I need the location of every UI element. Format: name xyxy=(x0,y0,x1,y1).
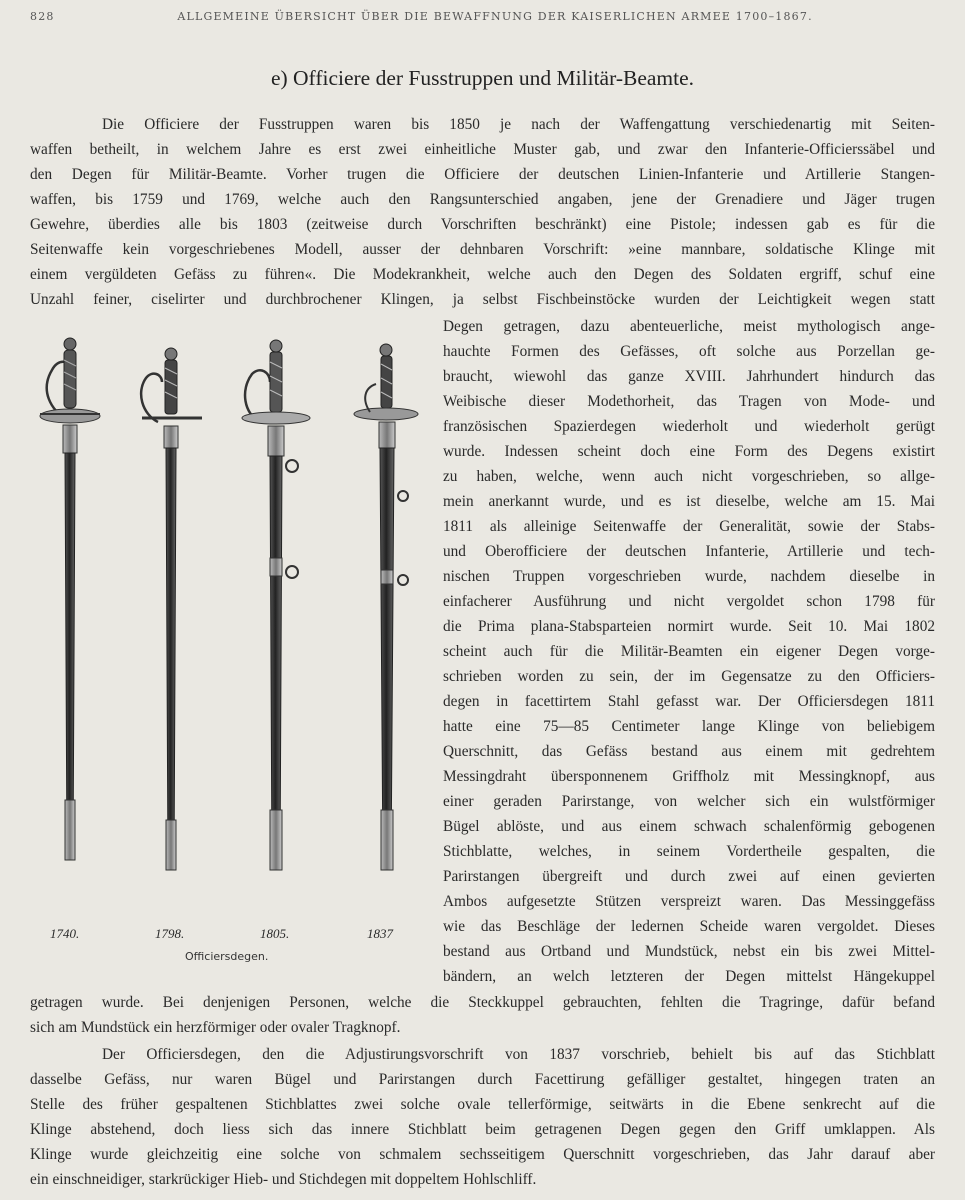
text-line: ein einschneidiger, starkrückiger Hieb- und Stichdegen mit doppeltem Hohlschliff. xyxy=(30,1171,537,1188)
section-title: e) Officiere der Fusstruppen und Militär-Beamte. xyxy=(270,66,695,90)
running-title: ALLGEMEINE ÜBERSICHT ÜBER DIE BEWAFFNUNG DER KAISERLICHEN ARMEE 1700–1867. xyxy=(177,10,813,23)
text-line: einfacherer Ausführung und nicht vergoldet schon 1798 für xyxy=(443,593,935,610)
text-line: scheint auch für die Militär-Beamten ein eigener Degen vorge- xyxy=(443,643,935,660)
text-line: wurde. Indessen scheint doch eine Form des Degens existirt xyxy=(443,443,935,460)
text-line: getragen wurde. Bei denjenigen Personen, welche die Steckkuppel gebrauchten, fehlten die Tragringe, dafür befand xyxy=(30,994,935,1011)
year-label-1805: 1805. xyxy=(260,926,290,941)
text-line: Weibische dieser Modethorheit, das Tragen von Mode- und xyxy=(443,393,935,410)
year-label-1798: 1798. xyxy=(155,926,185,941)
running-header xyxy=(30,10,813,23)
text-line: einer geraden Parirstange, von welcher sich ein wulstförmiger xyxy=(443,793,935,810)
text-line: Messingdraht übersponnenem Griffholz mit Messingknopf, aus xyxy=(443,768,935,785)
text-line: 1811 als alleinige Seitenwaffe der Generalität, sowie der Stabs- xyxy=(443,518,935,535)
figure-caption: Officiersdegen. xyxy=(185,950,269,963)
sword-1837 xyxy=(354,344,418,870)
text-line: sich am Mundstück ein herzförmiger oder ovaler Tragknopf. xyxy=(30,1019,401,1036)
text-line: Ambos aufgesetzte Stützen verspreizt waren. Das Messinggefäss xyxy=(443,893,935,910)
text-line: schrieben worden zu sein, der im Gegensatze zu den Officiers- xyxy=(443,668,935,685)
text-line: nischen Truppen vorgeschrieben wurde, nachdem dieselbe in xyxy=(443,568,935,585)
text-line: dasselbe Gefäss, nur waren Bügel und Parirstangen durch Facettirung gefälliger gestaltet, hingegen traten an xyxy=(30,1071,935,1088)
text-line: bändern, an welch letzteren der Degen mittelst Hängekuppel xyxy=(443,968,935,985)
text-line: Stelle des früher gespaltenen Stichblattes zwei solche ovale tellerförmige, seitwärts in die Ebene senkrecht auf die xyxy=(30,1096,935,1113)
sword-1798 xyxy=(141,348,202,870)
sword-1805 xyxy=(242,340,310,870)
text-line: hatte eine 75—85 Centimeter lange Klinge von beliebigem xyxy=(443,718,935,735)
text-line: bestand aus Ortband und Mundstück, nebst ein bis zwei Mittel- xyxy=(443,943,935,960)
text-line: braucht, wiewohl das ganze XVIII. Jahrhundert hindurch das xyxy=(443,368,935,385)
sword-1740 xyxy=(40,338,100,860)
text-line: französischen Spazierdegen wiederholt und wiederholt gerügt xyxy=(443,418,935,435)
text-line: Klinge wurde gleichzeitig eine solche von schmalem sechsseitigem Querschnitt vorgeschrieben, das Jahr darauf aber xyxy=(30,1146,935,1163)
swords-illustration xyxy=(30,330,430,930)
text-line: Parirstangen übergreift und durch zwei auf einen gevierten xyxy=(443,868,935,885)
text-line: Die Officiere der Fusstruppen waren bis 1850 je nach der Waffengattung verschiedenartig mit Seiten- xyxy=(102,116,935,133)
text-line: die Prima plana-Stabsparteien normirt wurde. Seit 10. Mai 1802 xyxy=(443,618,935,635)
text-line: Stichblatte, welches, in seinem Vordertheile gespalten, die xyxy=(443,843,935,860)
text-line: Querschnitt, das Gefäss bestand aus einem mit gedrehtem xyxy=(443,743,935,760)
text-line: degen in facettirtem Stahl gefasst war. Der Officiersdegen 1811 xyxy=(443,693,935,710)
text-line: waffen, bis 1759 und 1769, welche auch den Rangsunterschied angaben, jene der Grenadiere und Jäger trugen xyxy=(30,191,935,208)
text-line: Bügel ablöste, und aus einem schwach schalenförmig gebogenen xyxy=(443,818,935,835)
text-line: Klinge abstehend, doch liess sich das innere Stichblatt beim getragenen Degen gegen den Griff umklappen. Als xyxy=(30,1121,935,1138)
text-line: mein anerkannt wurde, und es ist dieselbe, welche am 15. Mai xyxy=(443,493,935,510)
text-line: einem vergüldeten Gefäss zu führen«. Die Modekrankheit, welche auch den Degen des Soldaten ergriff, schuf eine xyxy=(30,266,935,283)
page-number: 828 xyxy=(30,10,55,23)
text-line: Der Officiersdegen, den die Adjustirungsvorschrift von 1837 vorschrieb, behielt bis auf das Stichblatt xyxy=(102,1046,935,1063)
text-line: Degen getragen, dazu abenteuerliche, meist mythologisch ange- xyxy=(443,318,935,335)
year-label-1837: 1837 xyxy=(367,926,393,941)
text-line: Seitenwaffe kein vorgeschriebenes Modell, ausser der dehnbaren Vorschrift: »eine mannbare, soldatische Klinge mit xyxy=(30,241,935,258)
text-line: Gewehre, überdies alle bis 1803 (zeitweise durch Vorschriften beschränkt) eine Pistole; indessen gab es für die xyxy=(30,216,935,233)
year-label-1740: 1740. xyxy=(50,926,80,941)
swords-figure xyxy=(30,330,430,970)
text-line: waffen betheilt, in welchem Jahre es erst zwei einheitliche Muster gab, und zwar den Infanterie-Officierssäbel und xyxy=(30,141,935,158)
text-line: hauchte Formen des Gefässes, oft solche aus Porzellan ge- xyxy=(443,343,935,360)
text-line: zu haben, welche, wenn auch nicht vorgeschrieben, so allge- xyxy=(443,468,935,485)
text-line: wie das Beschläge der ledernen Scheide waren vergoldet. Dieses xyxy=(443,918,935,935)
text-line: Unzahl feiner, ciselirter und durchbrochener Klingen, ja selbst Fischbeinstöcke wurden der Leichtigkeit wegen statt xyxy=(30,291,935,308)
text-line: und Oberofficiere der deutschen Infanterie, Artillerie und tech- xyxy=(443,543,935,560)
text-line: den Degen für Militär-Beamte. Vorher trugen die Officiere der deutschen Linien-Infanterie und Artillerie Stangen- xyxy=(30,166,935,183)
